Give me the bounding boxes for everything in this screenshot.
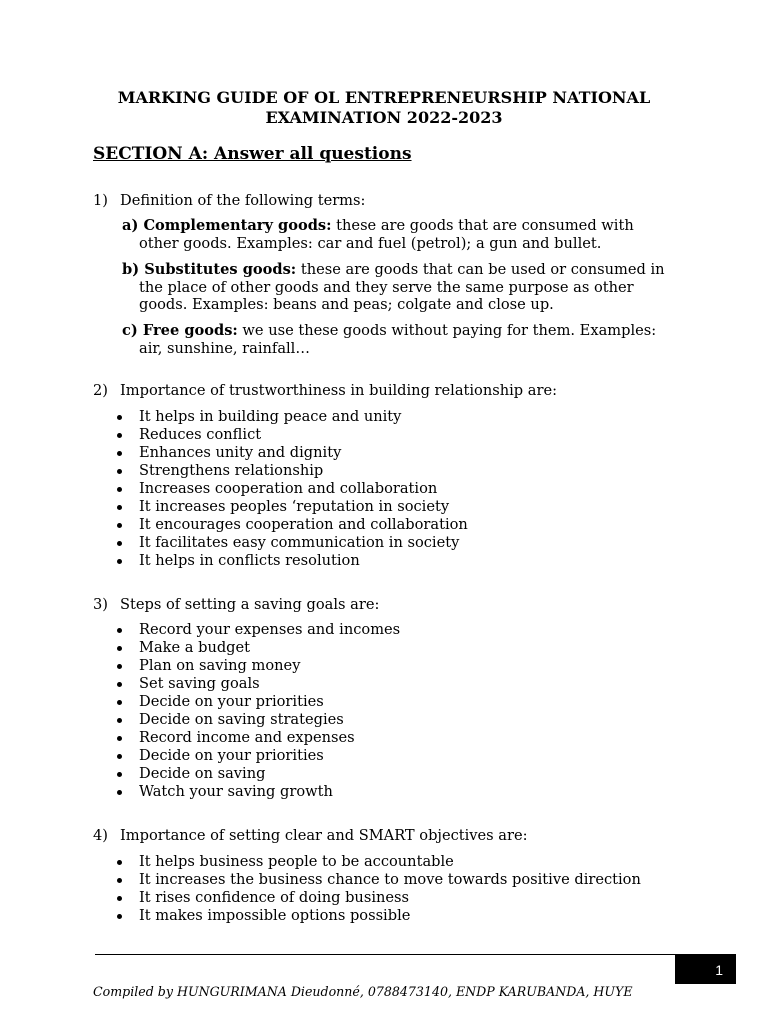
list-item	[115, 534, 468, 552]
answer-list-q2	[115, 408, 468, 570]
list-item-text: It helps in conflicts resolution	[139, 552, 360, 570]
definition-complementary-goods	[122, 217, 682, 252]
list-item-text: Decide on saving	[139, 765, 266, 783]
bullet-icon	[117, 896, 122, 901]
definition-term: b) Substitutes goods:	[122, 261, 297, 278]
bullet-icon	[117, 878, 122, 883]
page-number: 1	[675, 954, 736, 984]
list-item	[115, 871, 641, 889]
definition-text: we use these goods without paying for them. Examples:	[237, 322, 657, 339]
bullet-icon	[117, 790, 122, 795]
definition-substitutes-goods	[122, 261, 682, 314]
list-item	[115, 783, 400, 801]
question-1	[93, 192, 365, 210]
list-item-text: Decide on your priorities	[139, 693, 324, 711]
list-item-text: It increases the business chance to move towards positive direction	[139, 871, 641, 889]
list-item	[115, 639, 400, 657]
question-number: 3)	[93, 596, 108, 613]
list-item	[115, 853, 641, 871]
list-item	[115, 408, 468, 426]
bullet-icon	[117, 646, 122, 651]
list-item	[115, 729, 400, 747]
list-item	[115, 907, 641, 925]
bullet-icon	[117, 559, 122, 564]
bullet-icon	[117, 700, 122, 705]
list-item-text: Decide on your priorities	[139, 747, 324, 765]
bullet-icon	[117, 451, 122, 456]
list-item-text: Decide on saving strategies	[139, 711, 344, 729]
bullet-icon	[117, 914, 122, 919]
definition-term: a) Complementary goods:	[122, 217, 332, 234]
bullet-icon	[117, 469, 122, 474]
question-text: Steps of setting a saving goals are:	[120, 596, 380, 613]
section-heading: SECTION A: Answer all questions	[93, 144, 412, 164]
footer-divider	[95, 954, 677, 955]
definition-free-goods	[122, 322, 682, 357]
document-title	[0, 88, 768, 128]
list-item-text: It makes impossible options possible	[139, 907, 411, 925]
list-item	[115, 552, 468, 570]
list-item-text: It facilitates easy communication in society	[139, 534, 460, 552]
list-item	[115, 889, 641, 907]
question-2	[93, 382, 557, 400]
definition-text: goods. Examples: beans and peas; colgate and close up.	[139, 296, 554, 313]
list-item	[115, 693, 400, 711]
list-item	[115, 444, 468, 462]
list-item-text: It rises confidence of doing business	[139, 889, 409, 907]
bullet-icon	[117, 664, 122, 669]
answer-list-q3	[115, 621, 400, 801]
list-item	[115, 765, 400, 783]
definition-text: these are goods that can be used or consumed in	[296, 261, 665, 278]
bullet-icon	[117, 433, 122, 438]
question-number: 1)	[93, 192, 108, 209]
list-item-text: Enhances unity and dignity	[139, 444, 342, 462]
title-line-2: EXAMINATION 2022-2023	[265, 108, 503, 127]
list-item-text: Make a budget	[139, 639, 251, 657]
title-line-1: MARKING GUIDE OF OL ENTREPRENEURSHIP NATIONAL	[117, 88, 651, 107]
footer-credit: Compiled by HUNGURIMANA Dieudonné, 0788473140, ENDP KARUBANDA, HUYE	[93, 984, 633, 999]
bullet-icon	[117, 736, 122, 741]
list-item-text: It encourages cooperation and collaboration	[139, 516, 468, 534]
list-item-text: Record your expenses and incomes	[139, 621, 401, 638]
bullet-icon	[117, 754, 122, 759]
bullet-icon	[117, 628, 122, 633]
bullet-icon	[117, 718, 122, 723]
list-item	[115, 711, 400, 729]
question-text: Importance of setting clear and SMART objectives are:	[120, 827, 528, 844]
list-item-text: Strengthens relationship	[139, 462, 324, 480]
bullet-icon	[117, 682, 122, 687]
definition-text: the place of other goods and they serve the same purpose as other	[139, 278, 634, 296]
list-item	[115, 657, 400, 675]
definition-text: other goods. Examples: car and fuel (petrol); a gun and bullet.	[139, 234, 602, 252]
list-item-text: Increases cooperation and collaboration	[139, 480, 438, 498]
list-item-text: It helps business people to be accountable	[139, 853, 454, 870]
list-item-text: Reduces conflict	[139, 426, 262, 444]
list-item-text: It helps in building peace and unity	[139, 408, 402, 425]
bullet-icon	[117, 487, 122, 492]
list-item	[115, 426, 468, 444]
definition-text: these are goods that are consumed with	[331, 217, 634, 234]
bullet-icon	[117, 541, 122, 546]
bullet-icon	[117, 415, 122, 420]
list-item	[115, 462, 468, 480]
list-item	[115, 498, 468, 516]
list-item-text: Plan on saving money	[139, 657, 301, 675]
bullet-icon	[117, 505, 122, 510]
list-item-text: Record income and expenses	[139, 729, 355, 747]
list-item	[115, 675, 400, 693]
definition-text: air, sunshine, rainfall…	[139, 339, 310, 357]
bullet-icon	[117, 772, 122, 777]
question-number: 2)	[93, 382, 108, 399]
list-item-text: It increases peoples ‘reputation in society	[139, 498, 450, 516]
question-4	[93, 827, 528, 845]
question-text: Definition of the following terms:	[120, 192, 366, 209]
question-number: 4)	[93, 827, 108, 844]
list-item	[115, 480, 468, 498]
list-item	[115, 621, 400, 639]
answer-list-q4	[115, 853, 641, 925]
list-item	[115, 747, 400, 765]
bullet-icon	[117, 523, 122, 528]
list-item	[115, 516, 468, 534]
definition-term: c) Free goods:	[122, 322, 238, 339]
list-item-text: Set saving goals	[139, 675, 260, 693]
bullet-icon	[117, 860, 122, 865]
question-3	[93, 596, 379, 614]
question-text: Importance of trustworthiness in building relationship are:	[120, 382, 558, 399]
list-item-text: Watch your saving growth	[139, 783, 333, 801]
